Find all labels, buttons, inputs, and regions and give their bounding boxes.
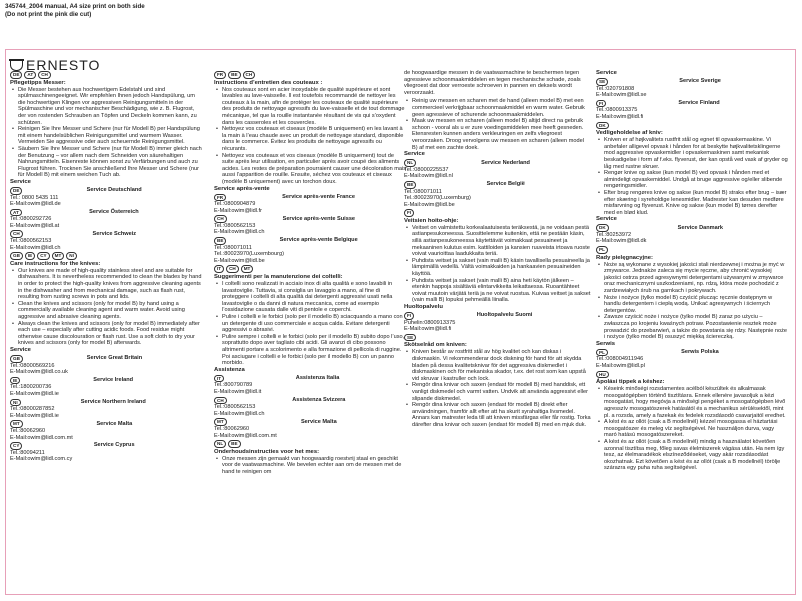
service-phone: Tel.:80062960 <box>214 425 250 432</box>
section-title-it: Suggerimenti per la manutenzione dei coltelli: <box>214 274 343 281</box>
services-fi <box>404 312 591 333</box>
list-fr <box>214 87 407 186</box>
service-email[interactable]: E-Mail:owim@lidl.com.cy <box>10 456 73 463</box>
service-phone: Tel.:0800562153 <box>214 404 256 411</box>
service-heading-de: Service <box>10 178 31 185</box>
service-name: Service Cyprus <box>93 442 135 449</box>
country-flag-dk: DK <box>596 224 609 232</box>
service-block <box>214 194 407 215</box>
flags-it-group <box>214 265 407 273</box>
section-title-hu: Ápolási tippek a késhez: <box>596 379 665 386</box>
country-flag-ie: IE <box>25 252 35 260</box>
list-fi <box>404 225 591 304</box>
section-title-pl: Rady pielęgnacyjne: <box>596 254 653 261</box>
country-flag-be: BE <box>228 440 240 448</box>
service-header <box>10 355 202 363</box>
list-item: • Our knives are made of high-quality stainless steel and are suitable for dishwashers. It is nevertheless recommended to clean the blades by hand in order to protect the high-quality knives from aggressive cleaning agents in the dishwasher and from mechanical damage, such as flash rust, resulting from rusting screws in pots and lids. <box>18 268 202 301</box>
list-item: • Kniven er af højkvalitets rustfrit stål og egnet til opvaskemaskine. Vi anbefaler alligevel opvask i hånden for at beskytte højkvalitetsklingerne mod aggressive opvaskemidler i opvaskemaskinen samt mekanisk beskadigelse i form af f.eks. flyverust, der kan opstå ved vask af gryder og låg med rustne skruer. <box>604 137 788 170</box>
service-phone: Tel.:800790789 <box>214 382 253 389</box>
service-phone: Tel.:0800292726 <box>10 216 52 223</box>
list-item: • A kést és az ollót (csak a B modellnél) mindig a használatot követően azonnal tisztítsa meg, főleg savas élelmiszerek vágása után. Ha nem így tesz, az élelmaradékok elszíneződéseket, vagy akár rozsdásodást okozhatnak. Ezt követően a kést és az ollót (csak a B modellnél) törölje szárazra egy puha ruha segítségével. <box>604 439 788 472</box>
list-item: • Noże i nożyce (tylko model B) czyścić płucząc ręcznie dostępnym w handlu detergentem i ciepłą wodą. Unikać agresywnych i ściernych detergentów. <box>604 295 788 315</box>
list-item: • Säubern Sie Ihre Messer und Schere (nur für Modell B) immer gleich nach der Benutzung – vor allem nach dem Schneiden von säurehaltigen Nahrungsmitteln. Eisenreste können sonst zu Verfärbungen und auch zu Flugrost führen. Trocknen Sie anschließend Ihre Messer und Schere (nur für Modell B) mit einem weichen Tuch ab. <box>18 146 202 179</box>
service-email[interactable]: E-Mail:owim@lidl.ch <box>214 410 265 417</box>
service-block <box>10 355 202 376</box>
flags-dk-group <box>596 122 788 130</box>
service-name: Service Northern Ireland <box>80 398 146 405</box>
service-name: Service Deutschland <box>86 187 142 194</box>
service-name: Service België <box>486 181 525 188</box>
service-phone: Tel.:020791808 <box>596 85 635 92</box>
service-email[interactable]: E-Mail:owim@lidl.ie <box>10 412 59 419</box>
service-header <box>214 237 407 245</box>
country-flag-ni: NI <box>10 399 21 407</box>
flags-se-group <box>404 334 591 342</box>
service-name: Service après-vente France <box>282 193 355 200</box>
service-block <box>10 399 202 420</box>
list-item: • Nettoyez vos couteaux et vos ciseaux (modèle B uniquement) tout de suite après leur utilisation, en particulier après avoir coupé des aliments acides. Les restes de préparation pourraient causer une décoloration mais aussi l’apparition de rouille. Ensuite, séchez vos couteaux et ciseaux (modèle B uniquement) avec un torchon doux. <box>222 153 407 186</box>
service-block <box>10 377 202 398</box>
country-flag-ch: CH <box>226 265 239 273</box>
list-item: • Pulire i coltelli e le forbici (solo per il modello B) sciacquando a mano con un detergente di uso commerciale e acqua calda. Evitare detergenti aggressivi o abrasivi. <box>222 314 407 334</box>
service-header <box>214 215 407 223</box>
country-flag-fi: FI <box>596 100 606 108</box>
list-item: • Reinig uw messen en scharen met de hand (alleen model B) met een commercieel verkrijgbaar schoonmaakmiddel en warm water. Gebruik geen agressieve of schurende schoonmaakmiddelen. <box>412 98 591 118</box>
service-email[interactable]: E-Mail:owim@lidl.ie <box>10 390 59 397</box>
service-heading-en: Service <box>10 346 31 353</box>
country-flag-dk: DK <box>596 122 609 130</box>
country-flag-ch: CH <box>38 71 51 79</box>
services-en <box>10 355 202 463</box>
service-header <box>214 397 407 405</box>
brand-logo-text: ERNESTO <box>26 57 101 73</box>
list-item: • Puhdista veitset ja sakset (vain malli B) aina heti käytön jälkeen – etenkin happoja sisältäviä elintarvikkeita leikattaessa. Ruoantähteet voivat muutoin värjätä teriä ja ne voivat ruostua. Kuivaa veitset ja sakset (vain malli B) lopuksi pehmeällä liinalla. <box>412 278 591 304</box>
list-item: • Pulire sempre i coltelli e le forbici (solo per il modello B) subito dopo l’uso, soprattutto dopo aver tagliato cibi acidi. Gli avanzi di cibo possono altrimenti portare a scolorimento e alla formazione di pellicola di ruggine. Poi asciugare i coltelli e le forbici (solo per il modello B) con un panno morbido. <box>222 334 407 367</box>
service-block <box>596 100 788 121</box>
service-heading-pl: Serwis <box>596 340 615 347</box>
service-email[interactable]: E-Mail:owim@lidl.fi <box>596 113 644 120</box>
flags-nl-group <box>214 440 407 448</box>
service-header <box>10 230 202 238</box>
service-header <box>10 399 202 407</box>
service-email[interactable]: E-Mail:owim@lidl.fr <box>214 207 262 214</box>
service-name: Service Ireland <box>93 377 134 384</box>
service-heading-it: Assistenza <box>214 366 245 373</box>
country-flag-fi: FI <box>404 209 414 217</box>
service-header <box>404 312 591 320</box>
section-title-se: Skötselråd om kniven: <box>404 342 467 349</box>
country-flag-se: SE <box>404 334 416 342</box>
service-header <box>596 100 788 108</box>
country-flag-ch: CH <box>214 397 227 405</box>
service-block <box>596 349 788 370</box>
country-flag-mt: MT <box>241 265 254 273</box>
service-email[interactable]: E-Mail:owim@lidl.se <box>596 92 647 99</box>
service-phone: Tel.:0800562153 <box>10 238 52 245</box>
service-name: Service Great Britain <box>86 355 143 362</box>
country-flag-nl: NL <box>214 440 226 448</box>
country-flag-gb: GB <box>10 252 23 260</box>
list-se <box>404 349 591 428</box>
flags-fr-group <box>214 71 407 79</box>
country-flag-ie: IE <box>10 377 20 385</box>
service-phone: Tel.:80062960 <box>10 427 46 434</box>
ernesto-pot-logo-icon <box>10 60 23 71</box>
service-email[interactable]: E-Mail:owim@lidl.at <box>10 222 60 229</box>
service-name: Service Österreich <box>89 209 139 216</box>
service-name: Service Danmark <box>677 224 724 231</box>
service-name: Service Nederland <box>481 159 530 166</box>
country-flag-be: BE <box>214 237 226 245</box>
country-flag-ni: NI <box>66 252 77 260</box>
section-title-fr: Instructions d’entretien des couteaux : <box>214 79 323 86</box>
list-de <box>10 87 202 179</box>
country-flag-it: IT <box>214 265 224 273</box>
country-flag-mt: MT <box>52 252 65 260</box>
country-flag-at: AT <box>24 71 36 79</box>
service-block <box>10 442 202 463</box>
country-flag-cy: CY <box>10 442 22 450</box>
list-item: • Rengör dina knivar och saxen (endast för modell B) med handdisk, ett vanligt diskmedel och varmt vatten. Undvik att använda aggressivt eller slipande diskmedel. <box>412 382 591 402</box>
service-header <box>214 194 407 202</box>
country-flag-ch: CH <box>10 230 23 238</box>
service-name: Assistenza Italia <box>295 375 340 382</box>
service-phone: Tel.:08000225537 <box>404 166 449 173</box>
flags-en-group <box>10 252 202 260</box>
country-flag-mt: MT <box>214 418 227 426</box>
country-flag-pl: PL <box>596 246 608 254</box>
country-flag-fr: FR <box>214 71 226 79</box>
services-se <box>596 78 788 121</box>
country-flag-gb: GB <box>10 355 23 363</box>
print-header <box>5 3 145 18</box>
list-en <box>10 268 202 347</box>
service-block <box>214 397 407 418</box>
service-block <box>10 420 202 441</box>
list-item: • A kést és az ollót (csak a B modellnél) kézzel mosogassa el háztartási mosogatószer és meleg víz segítségével. Ne használjon durva, vagy maró hatású mosogatószereket. <box>604 419 788 439</box>
service-name: Assistenza Svizzera <box>292 396 346 403</box>
list-item: • Nos couteaux sont en acier inoxydable de qualité supérieure et sont lavables au lave-vaisselle. Il est toutefois recommandé de nettoyer les couteaux à la main, afin de protéger les couteaux de qualité supérieure des produits de nettoyage agressifs du lave-vaisselle et de tout dommage mécanique, tel que la rouille instantanée résultant de vis qui s’oxydent dans les casseroles et les couvercles. <box>222 87 407 127</box>
list-item: • Reinigen Sie Ihre Messer und Schere (nur für Modell B) per Handspülung mit einem handelsüblichen Reinigungsmittel und warmem Wasser. Vermeiden Sie aggressive oder auch scheuernde Reinigungsmittel. <box>18 126 202 146</box>
list-item: • Efter brug rengøres knive og sakse (kun model B) straks efter brug – især efter skæring i syreholdige lenesmidler. Madrester kan desuden medføre misfarvning og flyverust. Knive og sakse (kun model B) tørres derefter med en blød klud. <box>604 190 788 216</box>
list-item: • I coltelli sono realizzati in acciaio inox di alta qualità e sono lavabili in lavastoviglie. Tuttavia, si consiglia un lavaggio a mano, al fine di proteggere i coltelli di alta qualità dai detergenti aggressivi usati nella lavastoviglie o da danni di natura meccanica, come ad esempio l’ossidazione causata dalle viti di pentole e coperchi. <box>222 281 407 314</box>
country-flag-fi: FI <box>404 312 414 320</box>
column-4 <box>596 70 788 472</box>
section-title-de: Pflegetipps Messer: <box>10 79 66 86</box>
service-email[interactable]: E-Mail:owim@lidl.pl <box>596 362 645 369</box>
service-name: Service Sverige <box>679 78 721 85</box>
list-item: • Veitset on valmistettu korkealaatuisesta teräksestä, ja ne voidaan pestä astianpesukoneessa. Suosittelemme kuitenkin, että ne pestään käsin, sillä astianpesukoneessa käytettävät voimakkaat pesuaineet ja mekaaninen kulutus esim. kattiloiden ja kansien ruuveista irtoava ruoste voivat vaurioittaa laadukkaita teriä. <box>412 225 591 258</box>
list-item: • Zawsze czyścić noże i nożyce (tylko model B) zaraz po użyciu – zwłaszcza po krojeniu kwaśnych potraw. Pozostawienie resztek może prowadzić do przebarwień, a także do powstania się rdzy. Następnie noże i nożyce (tylko model B) osuszyć miękką ściereczką. <box>604 314 788 340</box>
service-header <box>10 442 202 450</box>
service-email[interactable]: E-Mail:owim@lidl.dk <box>596 238 647 245</box>
service-block <box>596 224 788 245</box>
service-phone: Tel.:80094211 <box>10 449 45 456</box>
country-flag-cy: CY <box>37 252 49 260</box>
service-name: Serwis Polska <box>681 349 719 356</box>
service-name: Huoltopalvelu Suomi <box>476 312 533 319</box>
country-flag-nl: NL <box>404 159 416 167</box>
service-name: Service Malta <box>300 418 337 425</box>
list-item: • Késeink minőségi rozsdamentes acélból készültek és alkalmasak mosogatógépben történő tisztításra. Ennek ellenére javasoljuk a kézi mosogatást, hogy megóvja a minőségi pengéket a mosogatógépben lévő agresszív mosogatószerek hatásától és a mechanikus sérülésektől, mint pl. a rozsda, amely a fazekak és fedelek rozsdásodó csavarjaitól eredhet. <box>604 386 788 419</box>
service-block <box>404 181 591 208</box>
column-1 <box>10 70 202 463</box>
service-block <box>214 237 407 264</box>
service-header <box>10 187 202 195</box>
list-item: • Rengör dina knivar och saxen (endast för modell B) direkt efter användningen, framför allt efter att ha skurit syrahaltiga livsmedel. Annars kan matrester leda till att kniven missfärgas eller får rostig. Torka därefter dina knivar och saxen (endast för modell B) med en mjuk duk. <box>412 402 591 428</box>
services-dk <box>596 224 788 245</box>
service-phone: Puhelin:0800913375 <box>404 319 456 326</box>
section-title-en: Care instructions for the knives: <box>10 260 101 267</box>
service-email[interactable]: E-Mail:owim@lidl.com.mt <box>214 432 277 439</box>
service-email[interactable]: E-Mail:owim@lidl.fi <box>404 326 452 333</box>
service-phone: Tel.:08000287852 <box>10 406 55 413</box>
list-item: • Die Messer bestehen aus hochwertigem Edelstahl und sind spülmaschinengeeignet. Wir empfehlen Ihnen jedoch Handspülung, um die hochwertigen Klingen vor aggressiven Reinigungsmitteln in der Spülmaschine und vor mechanischer Beschädigung, wie z. B. Flugrost, der von rostenden Schrauben an Töpfen und Deckeln kommen kann, zu schützen. <box>18 87 202 127</box>
list-item: • Clean the knives and scissors (only for model B) by hand using a commercially available cleaning agent and warm water. Avoid using aggressive and abrasive cleaning agents. <box>18 301 202 321</box>
service-block <box>10 187 202 208</box>
list-item: • Nettoyez vos couteaux et ciseaux (modèle B uniquement) en les lavant à la main à l’eau chaude avec un produit de nettoyage standard, disponible dans le commerce. Évitez les produits de nettoyage agressifs ou récurants. <box>222 126 407 152</box>
print-header-line2: (Do not print the pink die cut) <box>5 10 92 18</box>
service-name: Service Schweiz <box>92 230 137 237</box>
country-flag-pl: PL <box>596 349 608 357</box>
country-flag-hu: HU <box>596 371 609 379</box>
service-phone: Tel.:008004911946 <box>596 356 644 363</box>
country-flag-de: DE <box>10 187 22 195</box>
list-item: • Rengør knive og sakse (kun model B) ved opvask i hånden med et almindeligt opvaskemiddel. Undgå at bruge aggressive og/eller slibende rengøringsmidler. <box>604 170 788 190</box>
services-it <box>214 375 407 439</box>
service-header <box>10 377 202 385</box>
flags-de-group <box>10 71 202 79</box>
service-block <box>10 209 202 230</box>
service-phone: Tel.:80023970(Luxemburg) <box>404 195 471 202</box>
service-phone: Tel.:08000569216 <box>10 362 55 369</box>
service-email[interactable]: E-Mail:owim@lidl.be <box>404 201 455 208</box>
service-header <box>10 209 202 217</box>
nl-continued-text: de hoogwaardige messen in de vaatwasmachine te beschermen tegen agressieve schoonmaakmiddelen en tegen mechanische schade, zoals vliegroest dat door verroeste schroeven in pannen en deksels wordt veroorzaakt. <box>404 70 581 96</box>
service-header <box>596 78 788 86</box>
service-block <box>214 418 407 439</box>
services-fr <box>214 194 407 265</box>
service-heading-dk: Service <box>596 216 617 223</box>
country-flag-mt: MT <box>10 420 23 428</box>
column-3 <box>404 70 591 429</box>
service-header <box>404 181 591 189</box>
flags-pl-group <box>596 246 788 254</box>
list-item: • Kniven består av rostfritt stål av hög kvalitet och kan diskas i diskmaskin. Vi rekommenderar dock diskning för hand för att skydda bladen på dessa kvalitetsknivar för det aggressiva diskmedlet i diskmaskinen och för mekaniska skador, t.ex. det rost som kan uppstå vid skruvar i kastruller och lock. <box>412 349 591 382</box>
list-pl <box>596 262 788 341</box>
service-block <box>214 375 407 396</box>
service-phone: Tel.:0800913375 <box>596 107 638 114</box>
list-nl <box>214 456 407 476</box>
list-item: • Noże są wykonane z wysokiej jakości stali nierdzewnej i można je myć w zmywarce. Jednakże zaleca się mycie ręczne, aby chronić wysokiej jakości ostrza przed agresywnymi detergentami używanymi w zmywarce oraz mechanicznymi uszkodzeniami, np. rdzą, która może pochodzić z zardzewiałych śrub na garnkach i pokrywach. <box>604 262 788 295</box>
section-title-nl: Onderhoudsinstructies voor het mes: <box>214 448 320 455</box>
list-dk <box>596 137 788 216</box>
service-email[interactable]: E-Mail:owim@lidl.be <box>214 257 265 264</box>
list-nl-cont <box>404 98 591 151</box>
list-item: • Maak uw messen en scharen (alleen model B) altijd direct na gebruik schoon - vooral als u er zure voedingsmiddelen mee heeft gesneden. Etensresten kunnen anders verkleuringen en zelfs vliegroest veroorzaken. Droog vervolgens uw messen en scharen (alleen model B) af met een zachte doek. <box>412 118 591 151</box>
country-flag-de: DE <box>10 71 22 79</box>
country-flag-ch: CH <box>214 215 227 223</box>
service-email[interactable]: E-Mail:owim@lidl.com.mt <box>10 434 73 441</box>
service-phone: Tel.:0800562153 <box>214 222 256 229</box>
services-pl <box>596 349 788 370</box>
service-email[interactable]: E-Mail:owim@lidl.ch <box>10 244 61 251</box>
print-header-line1: 345744_2004 manual, A4 size print on both side <box>5 3 145 10</box>
column-2 <box>214 70 407 475</box>
service-email[interactable]: E-Mail:owim@lidl.nl <box>404 173 453 180</box>
country-flag-be: BE <box>228 71 240 79</box>
flags-fi-group <box>404 209 591 217</box>
list-it <box>214 281 407 367</box>
service-email[interactable]: E-Mail:owim@lidl.it <box>214 388 262 395</box>
service-header <box>214 375 407 383</box>
list-item: • Always clean the knives and scissors (only for model B) immediately after each use – especially after cutting acidic foods. Food residue might otherwise cause discolouration or flash rust. Use a soft cloth to dry your knives and scissors (only for model B) afterwards. <box>18 321 202 347</box>
service-phone: Tel.:080071011 <box>214 244 252 251</box>
service-name: Service après-vente Suisse <box>282 215 356 222</box>
country-flag-ch: CH <box>243 71 256 79</box>
service-block <box>404 159 591 180</box>
service-heading-fi: Huoltopalvelu <box>404 304 443 310</box>
service-name: Service Malta <box>96 420 133 427</box>
section-title-dk: Vedligeholdelse af kniv: <box>596 130 663 137</box>
service-header <box>404 159 591 167</box>
service-name: Service après-vente Belgique <box>279 237 358 244</box>
services-de <box>10 187 202 251</box>
service-heading-nl: Service <box>404 151 425 158</box>
service-block <box>10 230 202 251</box>
flags-hu-group <box>596 371 788 379</box>
service-phone: Tel.:0800904879 <box>214 201 256 208</box>
list-item: • Puhdista veitset ja sakset (vain malli B) käsin tavallisella pesuaineella ja lämpimällä vedellä. Vältä voimakkaiden ja hankaavien pesuaineiden käyttöä. <box>412 258 591 278</box>
list-hu <box>596 386 788 472</box>
service-email[interactable]: E-Mail:owim@lidl.ch <box>214 229 265 236</box>
service-phone: Tel.: 0800 5435 111 <box>10 194 59 201</box>
service-header <box>10 420 202 428</box>
service-header <box>596 224 788 232</box>
service-phone: Tel.:080071011 <box>404 188 442 195</box>
country-flag-fr: FR <box>214 194 226 202</box>
services-nl <box>404 159 591 208</box>
service-heading-se: Service <box>596 70 617 76</box>
list-item: • Onze messen zijn gemaakt van hoogwaardig roestvrij staal en geschikt voor de vaatwasmachine. We bevelen echter aan om de messen met de hand te reinigen om <box>222 456 407 476</box>
service-header <box>596 349 788 357</box>
service-block <box>596 78 788 99</box>
service-phone: Tel.:1800200736 <box>10 384 52 391</box>
country-flag-at: AT <box>10 209 22 217</box>
service-email[interactable]: E-Mail:owim@lidl.de <box>10 201 61 208</box>
service-name: Service Finland <box>678 100 720 107</box>
service-phone: Tel.:80253972 <box>596 231 632 238</box>
service-heading-fr: Service après-vente <box>214 185 270 192</box>
service-email[interactable]: E-Mail:owim@lidl.co.uk <box>10 369 68 376</box>
service-header <box>214 418 407 426</box>
section-title-fi: Veitsien hoito-ohje: <box>404 217 459 224</box>
service-phone: Tel.:80023970(Luxembourg) <box>214 251 284 258</box>
country-flag-se: SE <box>596 78 608 86</box>
service-block <box>404 312 591 333</box>
service-block <box>214 215 407 236</box>
country-flag-be: BE <box>404 181 416 189</box>
country-flag-it: IT <box>214 375 224 383</box>
